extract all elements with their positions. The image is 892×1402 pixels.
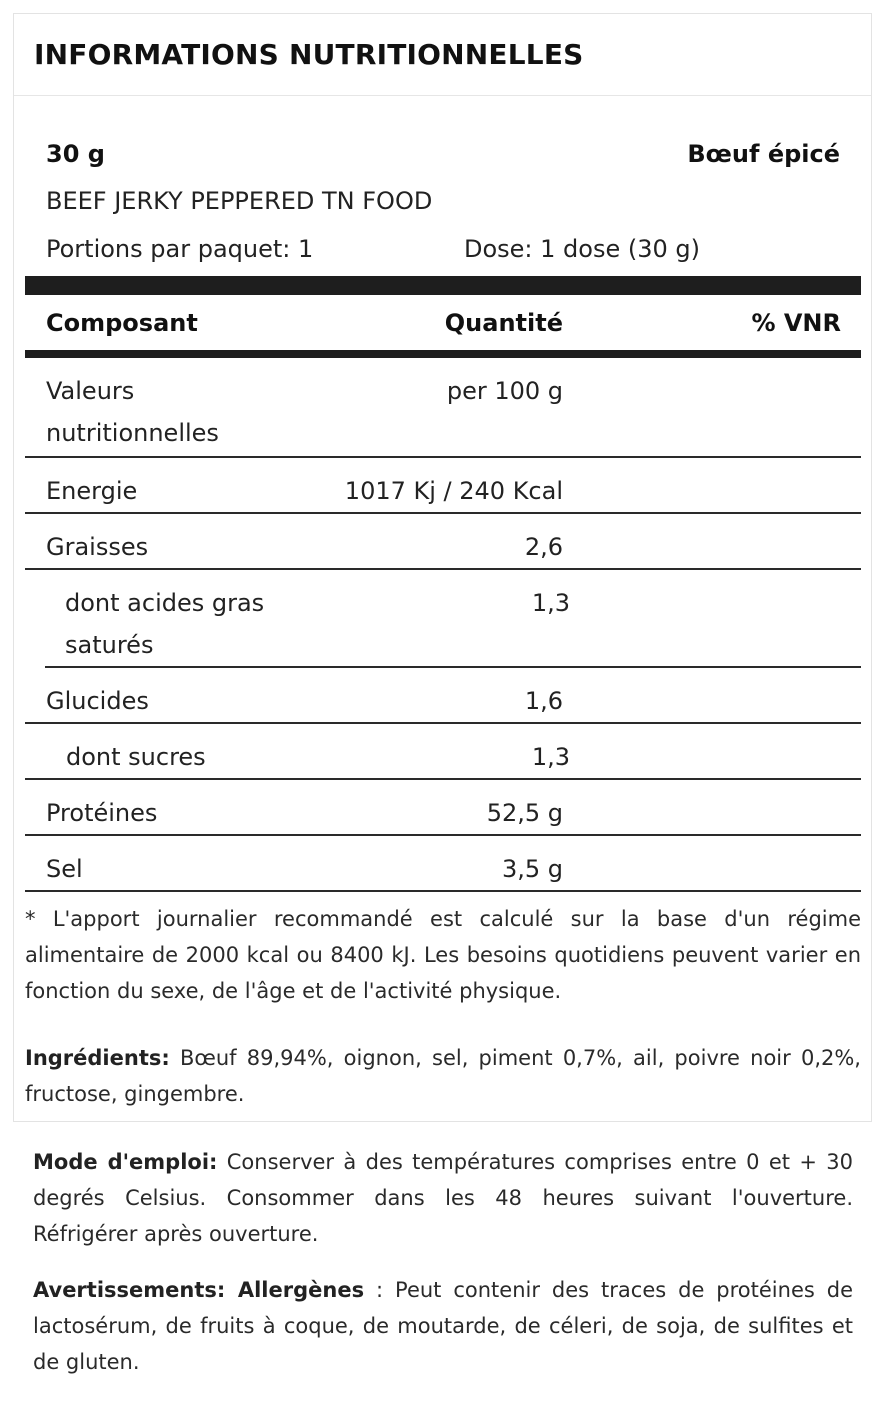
allergen-warnings — [33, 1272, 853, 1380]
row-quantity: 1,3 — [531, 589, 570, 617]
product-name: BEEF JERKY PEPPERED TN FOOD — [46, 187, 433, 215]
row-label: Glucides — [46, 687, 149, 715]
row-quantity: 1017 Kj / 240 Kcal — [344, 477, 563, 505]
header-vnr: % VNR — [751, 309, 841, 337]
nutrition-table-body — [25, 358, 861, 892]
row-label: dont sucres — [66, 743, 206, 771]
header-component: Composant — [46, 309, 198, 337]
row-quantity: 1,6 — [524, 687, 563, 715]
ingredients-text: Bœuf 89,94%, oignon, sel, piment 0,7%, ail, poivre noir 0,2%, fructose, gingembre. — [25, 1046, 861, 1106]
panel-title: INFORMATIONS NUTRITIONNELLES — [34, 38, 584, 71]
table-row — [25, 358, 861, 458]
flavor-name: Bœuf épicé — [687, 140, 840, 168]
row-label: Sel — [46, 855, 83, 883]
ingredients-label: Ingrédients: — [25, 1046, 170, 1070]
ingredients — [25, 1040, 861, 1112]
nutrition-panel — [13, 13, 872, 1122]
header-quantity: Quantité — [444, 309, 563, 337]
warnings-label: Avertissements: Allergènes — [33, 1278, 365, 1302]
table-row — [25, 514, 861, 570]
table-row — [25, 458, 861, 514]
row-quantity: per 100 g — [446, 377, 563, 405]
portions-per-pack: Portions par paquet: 1 — [46, 235, 314, 263]
footnote: * L'apport journalier recommandé est calculé sur la base d'un régime alimentaire de 2000 kcal ou 8400 kJ. Les besoins quotidiens peuvent varier en fonction du sexe, de l'âge et de l'activité physique. — [25, 907, 861, 1003]
row-quantity: 3,5 g — [501, 855, 563, 883]
row-quantity: 52,5 g — [486, 799, 563, 827]
panel-header — [14, 14, 871, 96]
header-divider — [25, 350, 861, 358]
table-row — [25, 668, 861, 724]
table-row-sub — [25, 724, 861, 780]
row-label: dont acides gras saturés — [65, 589, 265, 659]
row-label: Graisses — [46, 533, 149, 561]
usage-instructions — [33, 1144, 853, 1252]
row-label: Valeurs nutritionnelles — [46, 377, 219, 447]
table-row — [25, 780, 861, 836]
usage-label: Mode d'emploi: — [33, 1150, 218, 1174]
row-quantity: 1,3 — [531, 743, 570, 771]
table-row-sub — [45, 570, 861, 668]
serving-weight: 30 g — [46, 140, 105, 168]
row-quantity: 2,6 — [524, 533, 563, 561]
table-row — [25, 836, 861, 892]
row-label: Protéines — [46, 799, 158, 827]
thick-divider — [25, 276, 861, 295]
warnings-text: : Peut contenir des traces de protéines de lactosérum, de fruits à coque, de moutarde, de céleri, de soja, de sulfites et de gluten. — [33, 1278, 853, 1374]
usage-text: Conserver à des températures comprises entre 0 et + 30 degrés Celsius. Consommer dans les 48 heures suivant l'ouverture. Réfrigérer après ouverture. — [33, 1150, 853, 1246]
row-label: Energie — [46, 477, 138, 505]
dose-info: Dose: 1 dose (30 g) — [464, 235, 700, 263]
table-header — [25, 295, 861, 350]
